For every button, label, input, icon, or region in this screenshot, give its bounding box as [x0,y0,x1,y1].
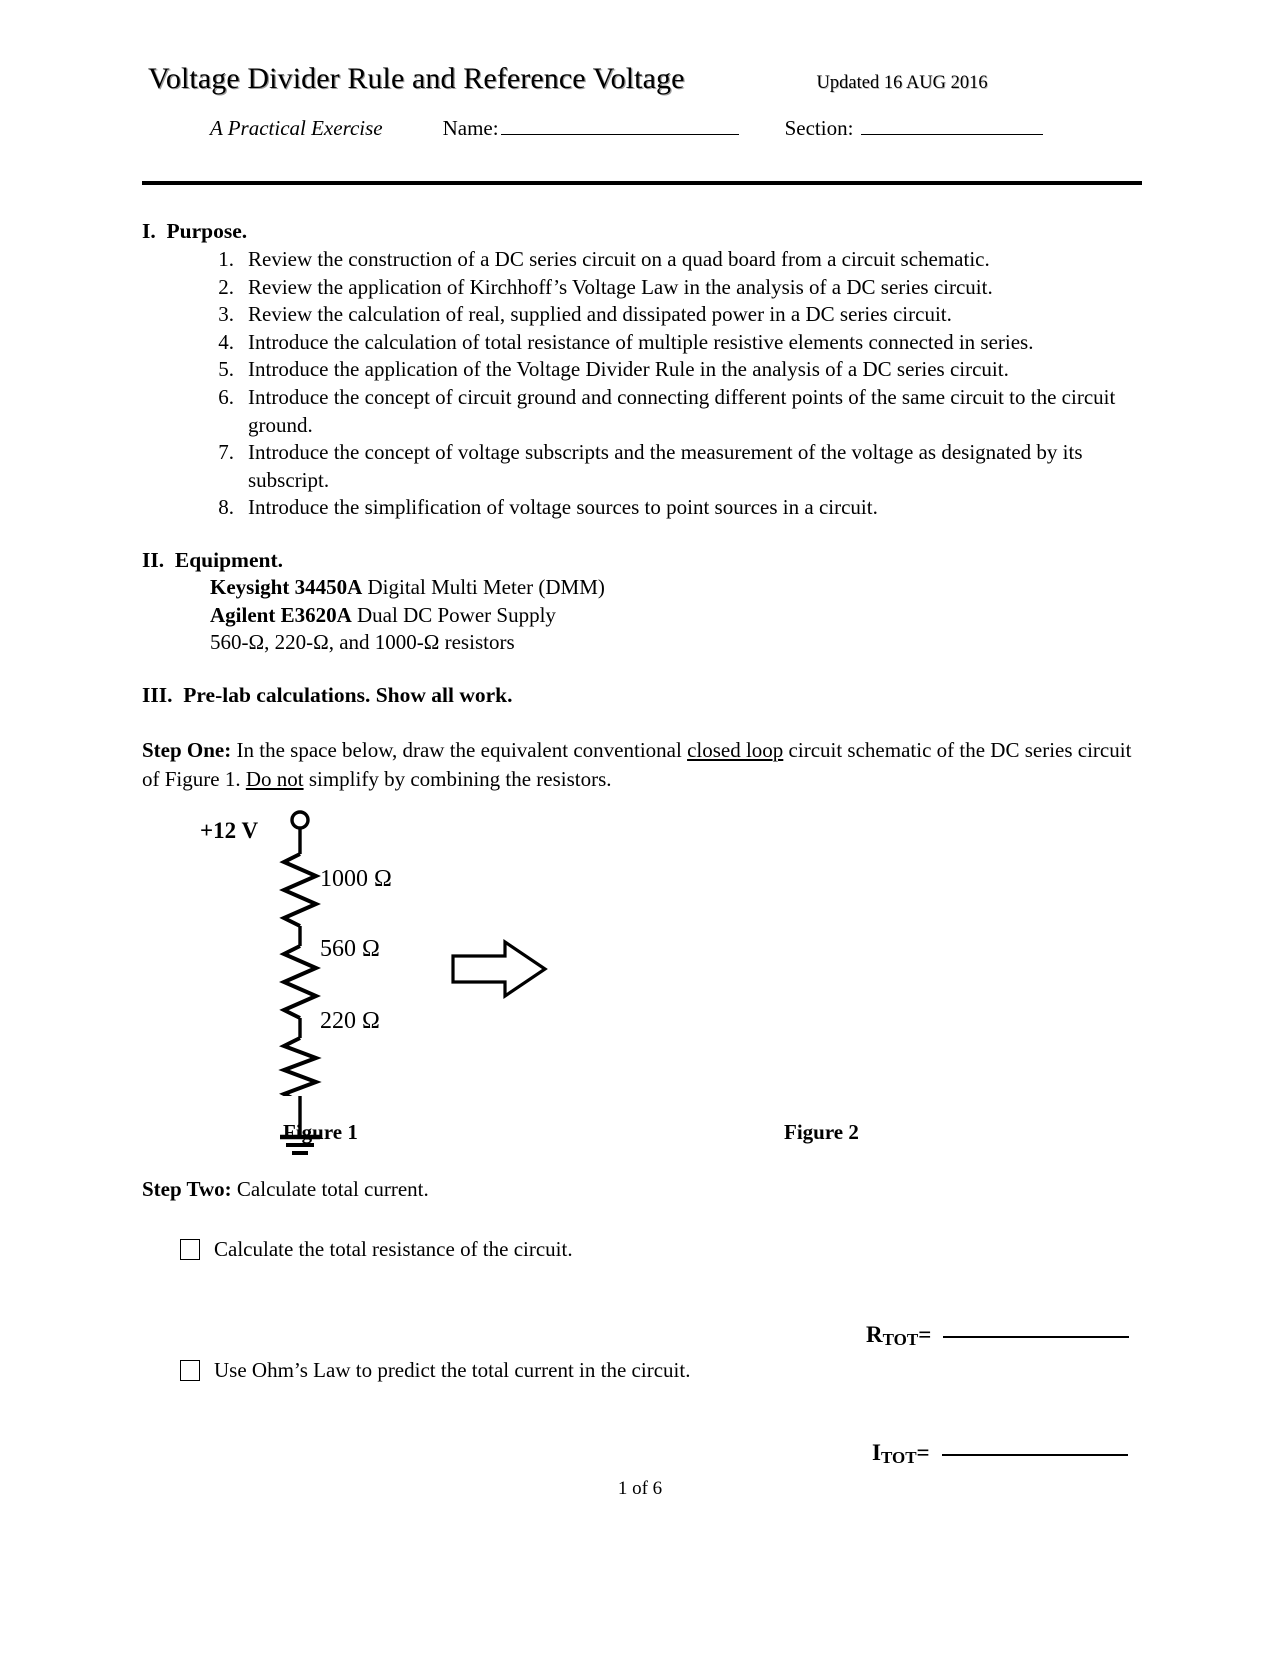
equipment-list [210,574,605,657]
page-footer [0,1478,1280,1500]
figure-2-caption: Figure 2 [784,1120,859,1144]
step-one-label: Step One: [142,738,232,762]
list-item [200,356,1148,384]
equipment-heading-text: Equipment. [174,548,283,572]
resistor-1000-ohm-symbol [284,854,316,926]
step-one-paragraph [142,736,1142,794]
supply-voltage-label: +12 V [200,818,259,843]
list-item-number: 5. [218,357,234,382]
list-item [200,384,1148,439]
itot-subscript: TOT [880,1448,917,1467]
document-header [148,62,1148,141]
section-input-blank[interactable] [861,133,1043,135]
purpose-list [200,246,1148,522]
header-divider-rule [142,181,1142,185]
list-item-label: Review the construction of a DC series circuit on a quad board from a circuit schematic. [248,247,990,271]
itot-equals: = [916,1440,930,1465]
answer-row-itot [872,1440,1128,1466]
list-item-number: 2. [218,274,234,299]
right-arrow-icon [450,936,550,1006]
list-item-label: Review the application of Kirchhoff’s Voltage Law in the analysis of a DC series circuit. [248,274,993,299]
task-row-total-resistance[interactable] [180,1237,573,1262]
equipment-item-desc: Digital Multi Meter (DMM) [362,575,605,599]
equipment-item-model: Agilent E3620A [210,602,352,627]
answer-row-rtot [866,1322,1129,1348]
checkbox-total-current[interactable] [180,1360,200,1381]
list-item [200,439,1148,494]
step-two-label: Step Two: [142,1177,232,1201]
itot-answer-blank[interactable] [942,1453,1128,1456]
list-item-number: 3. [218,302,234,327]
list-item-number: 4. [218,329,234,354]
task-row-total-current[interactable] [180,1358,690,1383]
figure-1-circuit [150,806,710,1106]
updated-date: Updated 16 AUG 2016 [816,73,988,93]
rtot-subscript: TOT [882,1330,919,1349]
equipment-heading [142,548,283,573]
step-one-text-c: simplify by combining the resistors. [303,767,612,791]
equipment-item [210,629,605,657]
list-item-label: Introduce the concept of circuit ground and connecting different points of the same circuit to the circuit ground. [248,384,1116,437]
list-item-number: 8. [218,495,234,520]
step-one-text-b: circuit schematic of the DC series circuit of Figure 1. [142,738,1132,791]
subtitle: A Practical Exercise [210,116,383,140]
list-item-number: 1. [218,247,234,271]
purpose-heading-number: I. [142,219,156,243]
step-two-text: Calculate total current. [231,1177,429,1201]
resistor-560-ohm-symbol [284,946,316,1018]
rtot-symbol: R [866,1322,883,1347]
resistor-560-ohm-label: 560 Ω [320,936,380,962]
task-label-total-current: Use Ohm’s Law to predict the total current in the circuit. [214,1358,691,1382]
equipment-item-desc: Dual DC Power Supply [351,602,556,627]
supply-terminal-node-icon [292,812,308,828]
step-one-underline-do-not: Do not [245,767,304,791]
list-item [200,329,1148,357]
task-label-total-resistance: Calculate the total resistance of the circuit. [214,1237,573,1261]
subtitle-row [148,116,1148,141]
step-one-underline-closed-loop: closed loop [687,738,784,762]
purpose-heading-text: Purpose. [166,219,248,243]
list-item-number: 7. [218,440,234,465]
step-one-text-a: In the space below, draw the equivalent conventional [231,738,688,762]
prelab-heading-number: III. [142,683,173,707]
page-title: Voltage Divider Rule and Reference Voltage [148,62,685,95]
name-input-blank[interactable] [501,133,739,135]
list-item [200,246,1148,274]
prelab-heading-text: Pre-lab calculations. Show all work. [183,683,513,707]
list-item [200,274,1148,302]
resistor-1000-ohm-label: 1000 Ω [320,866,392,892]
list-item-label: Review the calculation of real, supplied and dissipated power in a DC series circuit. [248,302,952,327]
page-number: 1 of 6 [617,1478,663,1499]
resistor-220-ohm-label: 220 Ω [320,1008,380,1034]
checkbox-total-resistance[interactable] [180,1239,200,1260]
equipment-item [210,602,605,630]
resistor-220-ohm-symbol [284,1038,316,1096]
equipment-item-model: Keysight 34450A [210,575,363,599]
list-item [200,301,1148,329]
rtot-answer-blank[interactable] [943,1335,1129,1338]
title-row [148,62,1148,96]
list-item [200,494,1148,522]
equipment-item [210,574,605,602]
rtot-equals: = [918,1322,932,1347]
list-item-label: Introduce the application of the Voltage Divider Rule in the analysis of a DC series circuit. [248,357,1009,382]
step-two-paragraph [142,1175,1042,1204]
figure-1-caption: Figure 1 [283,1120,358,1144]
list-item-label: Introduce the calculation of total resistance of multiple resistive elements connected in series. [248,329,1034,354]
name-label: Name: [442,116,499,140]
itot-symbol: I [872,1440,881,1465]
section-label: Section: [784,116,854,140]
prelab-heading [142,683,513,708]
purpose-heading [142,219,247,244]
equipment-item-desc: 560-Ω, 220-Ω, and 1000-Ω resistors [210,630,515,654]
list-item-label: Introduce the simplification of voltage sources to point sources in a circuit. [248,495,878,520]
list-item-label: Introduce the concept of voltage subscripts and the measurement of the voltage as designated by its subscript. [248,440,1083,492]
list-item-number: 6. [218,384,234,409]
equipment-heading-number: II. [142,548,165,572]
